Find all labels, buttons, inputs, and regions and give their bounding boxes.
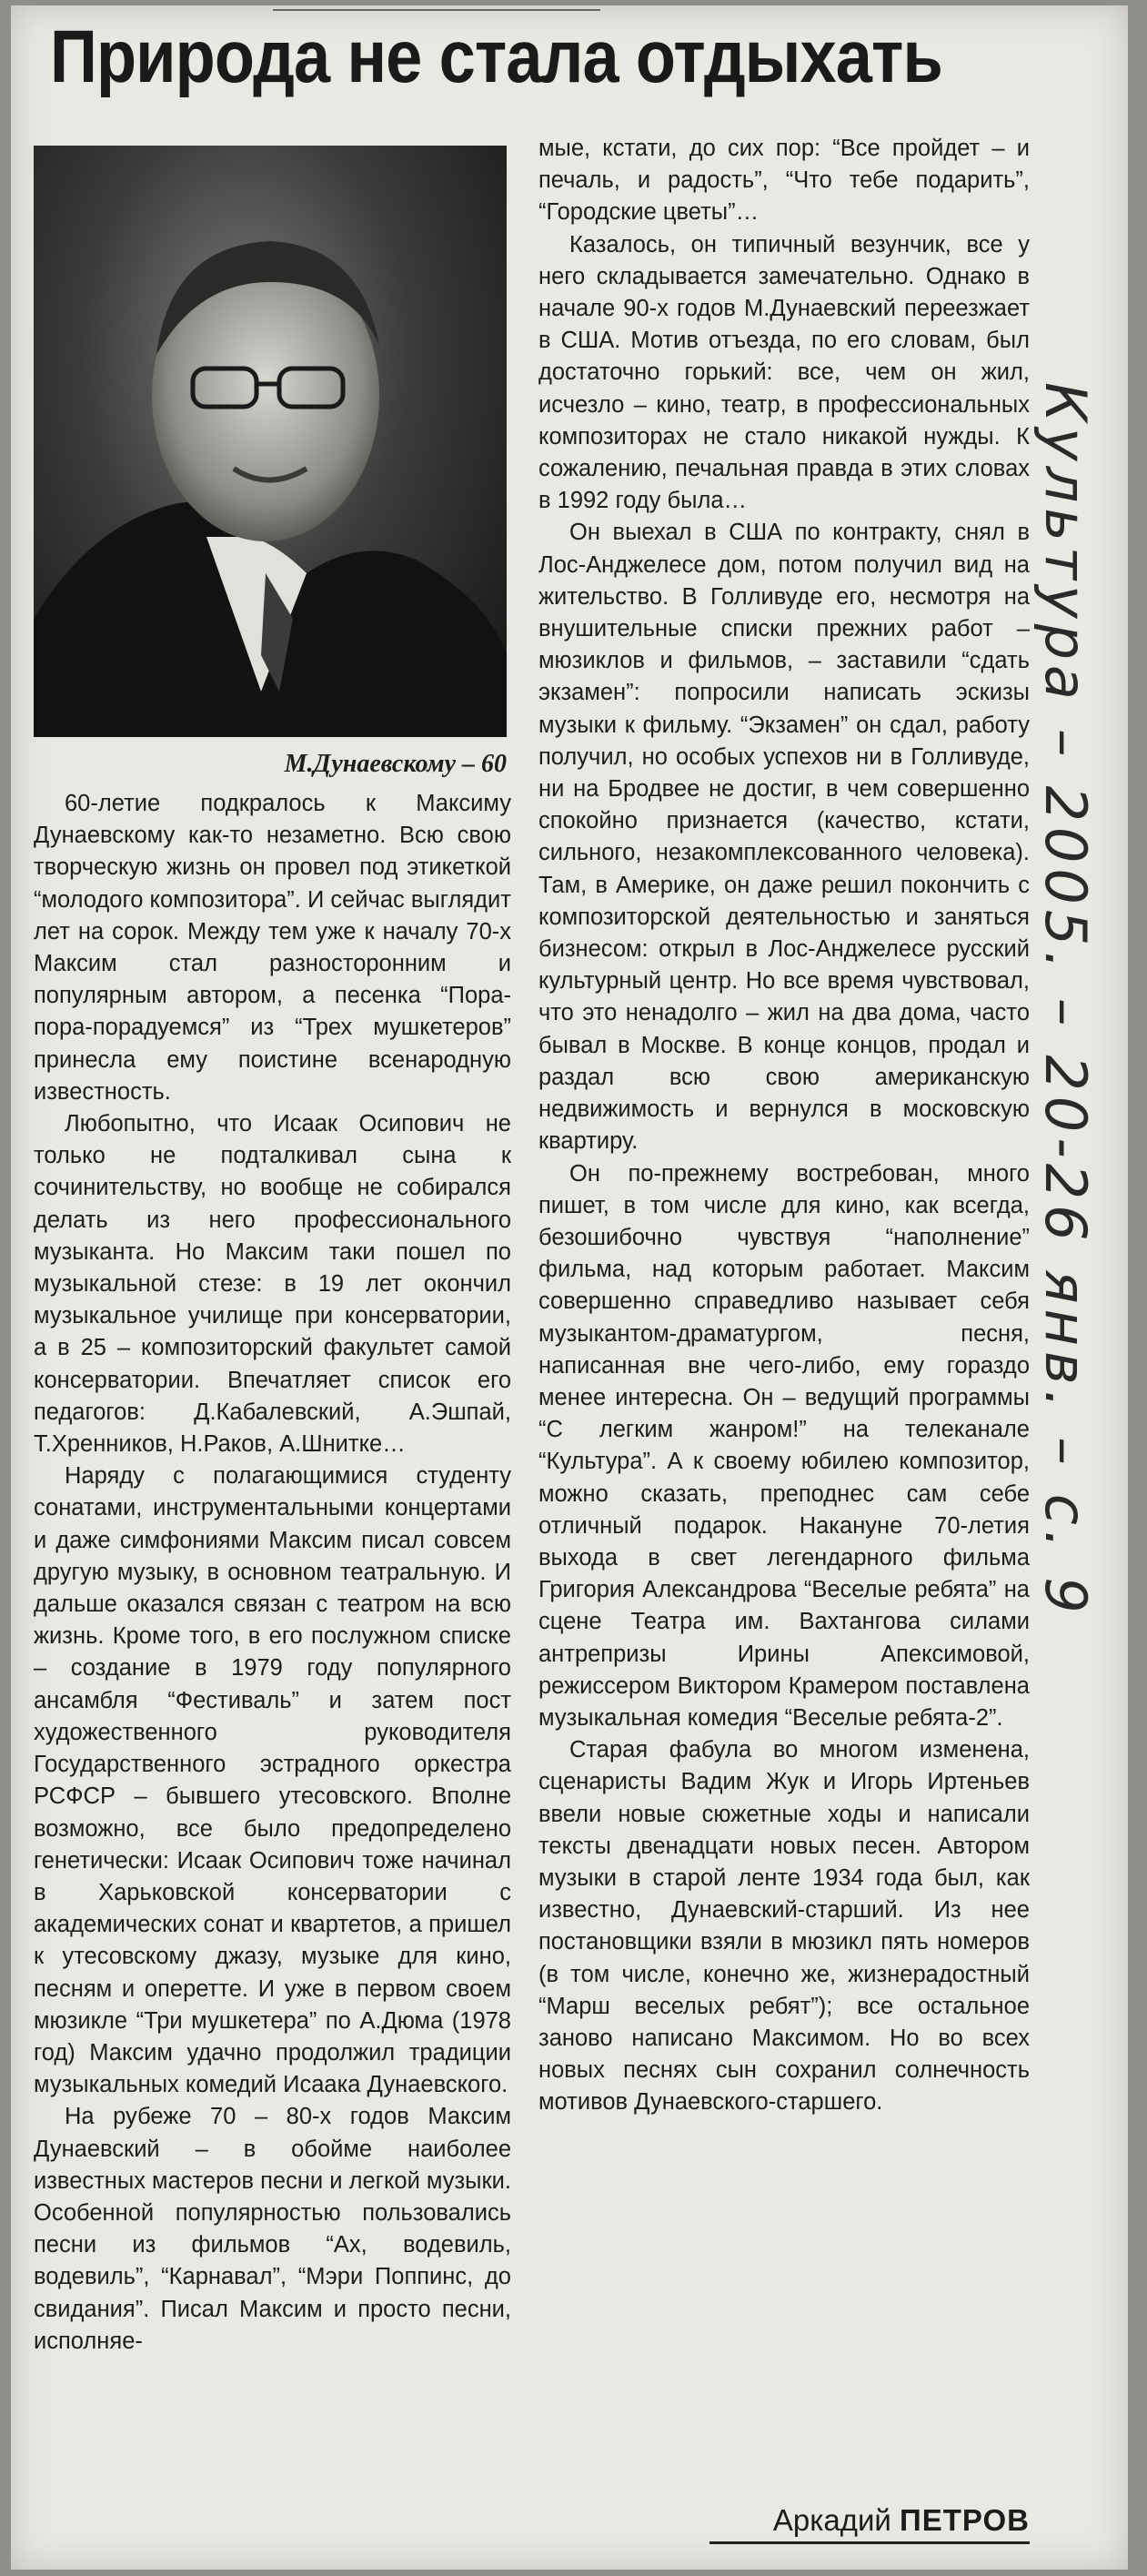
paragraph: Он выехал в США по контракту, снял в Лос-Анджелесе дом, потом получил вид на жительство. В Голливуде его, несмотря на внушительные списки прежних работ – мюзиклов и фильмов, – заставили “сдать экзамен”: попросили написать эскизы музыки к фильму. “Экзамен” он сдал, работу получил, но особых успехов ни в Голливуде, ни на Бродвее не достиг, в чем совершенно спокойно признается (качество, кстати, сильного, незакомплексованного человека). Там, в Америке, он даже решил покончить с композиторской деятельностью и заняться бизнесом: открыл в Лос-Анджелесе русский культурный центр. Но все время чувствовал, что это ненадолго – жил на два дома, часто бывал в Москве. В конце концов, продал и раздал всю свою американскую недвижимость и вернулся в московскую квартиру. [538, 520, 1030, 1155]
paragraph: Наряду с полагающимися студенту сонатами, инструментальными концертами и даже симфониями Максим писал совсем другую музыку, в основном театральную. И дальше оказался связан с театром на всю жизнь. Кроме того, в его послужном списке – создание в 1979 году популярного ансамбля “Фестиваль” и затем пост художественного руководителя Государственного эстрадного оркестра РСФСР – бывшего утесовского. Вполне возможно, все было предопределено генетически: Исаак Осипович тоже начинал в Харьковской консерватории с академических сонат и квартетов, а пришел к утесовскому джазу, музыке для кино, песням и оперетте. И уже в первом своем мюзикле “Три мушкетера” по А.Дюма (1978 год) Максим удачно продолжил традиции музыкальных комедий Исаака Дунаевского. [34, 1463, 511, 2098]
author-first-name: Аркадий [772, 2503, 891, 2537]
paragraph: Старая фабула во многом изменена, сценаристы Вадим Жук и Игорь Иртеньев ввели новые сюжетные ходы и написали тексты двенадцати новых песен. Автором музыки в старой ленте 1934 года был, как известно, Дунаевский-старший. Из нее постановщики взяли в мюзикл пять номеров (в том числе, конечно же, жизнерадостный “Марш веселых ребят”); все остальное заново написано Максимом. Но во всех новых песнях сын сохранил солнечность мотивов Дунаевского-старшего. [538, 1737, 1030, 2116]
photo-caption: М.Дунаевскому – 60 [284, 750, 507, 778]
portrait-photo [34, 146, 507, 737]
article-column-2 [538, 133, 1030, 2119]
author-last-name: ПЕТРОВ [900, 2503, 1030, 2537]
author-byline [709, 2503, 1030, 2544]
paragraph: Любопытно, что Исаак Осипович не только не подталкивал сына к сочинительству, но вообще не собирался делать из него профессионального музыканта. Но Максим таки пошел по музыкальной стезе: в 19 лет окончил музыкальное училище при консерватории, а в 25 – композиторский факультет самой консерватории. Впечатляет список его педагогов: Д.Кабалевский, А.Эшпай, Т.Хренников, Н.Раков, А.Шнитке… [34, 1111, 511, 1458]
headline: Природа не стала отдыхать [50, 15, 942, 98]
paragraph: Он по-прежнему востребован, много пишет, в том числе для кино, как всегда, безошибочно чувствуя “наполнение” фильма, над которым работает. Максим совершенно справедливо называет себя музыкантом-драматургом, песня, написанная вне чего-либо, ему гораздо менее интересна. Он – ведущий программы “С легким жанром!” на телеканале “Культура”. А к своему юбилею композитор, можно сказать, преподнес сам себе отличный подарок. Накануне 70-летия выхода в свет легендарного фильма Григория Александрова “Веселые ребята” на сцене Театра им. Вахтангова силами антрепризы Ирины Апексимовой, режиссером Виктором Крамером поставлена музыкальная комедия “Веселые ребята-2”. [538, 1160, 1030, 1731]
cut-edge [273, 0, 600, 11]
article-column-1 [34, 788, 511, 2358]
handwritten-source-note: Культура – 2005. – 20-26 янв. – с. 9 [1032, 382, 1099, 1619]
paragraph: На рубеже 70 – 80-х годов Максим Дунаевский – в обойме наиболее известных мастеров песни и легкой музыки. Особенной популярностью пользовались песни из фильмов “Ах, водевиль, водевиль”, “Карнавал”, “Мэри Поппинс, до свидания”. Писал Максим и просто песни, исполняе- [34, 2104, 511, 2354]
paragraph: Казалось, он типичный везунчик, все у него складывается замечательно. Однако в начале 90-х годов М.Дунаевский переезжает в США. Мотив отъезда, по его словам, был достаточно горький: все, чем он жил, исчезло – кино, театр, в профессиональных композиторах не стало никакой нужды. К сожалению, печальная правда в этих словах в 1992 году была… [538, 231, 1030, 514]
paragraph: 60-летие подкралось к Максиму Дунаевскому как-то незаметно. Всю свою творческую жизнь он провел под этикеткой “молодого композитора”. И сейчас выглядит лет на сорок. Между тем уже к началу 70-х Максим стал разносторонним и популярным автором, а песенка “Пора-пора-порадуемся” из “Трех мушкетеров” принесла ему поистине всенародную известность. [34, 791, 511, 1105]
paragraph-continuation: мые, кстати, до сих пор: “Все пройдет – и печаль, и радость”, “Что тебе подарить”, “Городские цветы”… [538, 136, 1030, 226]
portrait-illustration [34, 146, 507, 737]
